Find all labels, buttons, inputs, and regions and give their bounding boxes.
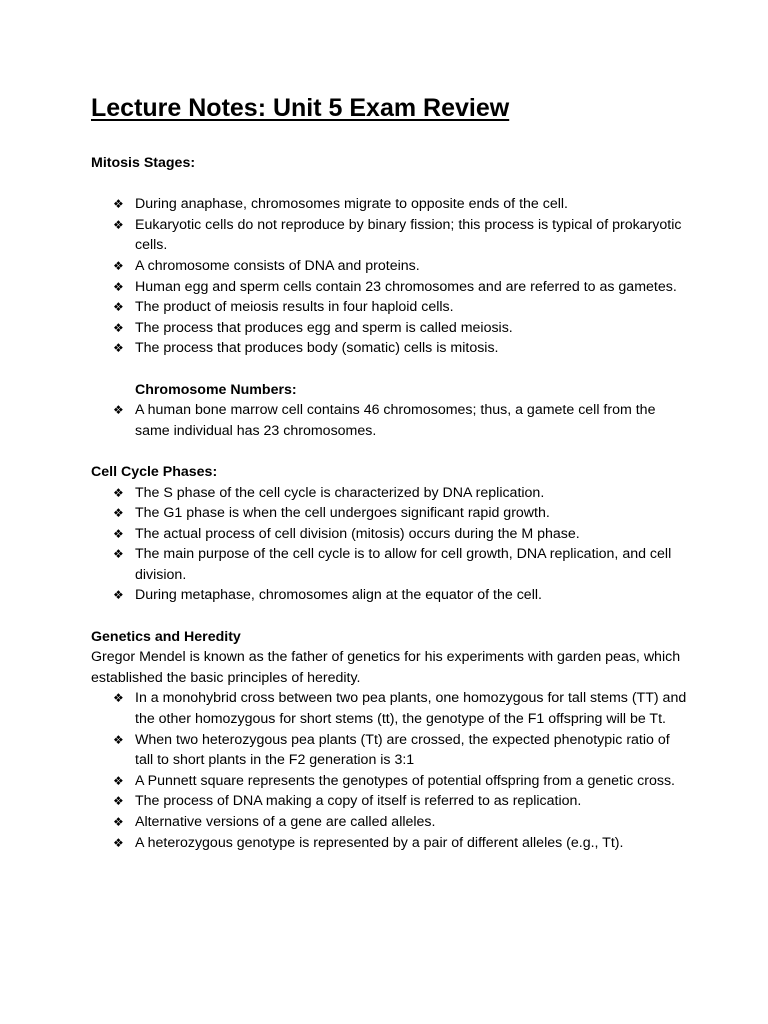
list-item <box>113 812 691 833</box>
list-item-text: The process that produces body (somatic) cells is mitosis. <box>135 340 499 357</box>
diamond-bullet-icon: ❖ <box>113 341 124 356</box>
list-item-text: The G1 phase is when the cell undergoes significant rapid growth. <box>135 505 550 522</box>
list-genetics <box>91 688 691 853</box>
list-item <box>113 277 691 298</box>
diamond-bullet-icon: ❖ <box>113 197 124 212</box>
list-item-text: A human bone marrow cell contains 46 chromosomes; thus, a gamete cell from the same individual has 23 chromosomes. <box>135 402 656 439</box>
section-heading-genetics: Genetics and Heredity <box>91 628 241 645</box>
list-item <box>113 791 691 812</box>
document-title: Lecture Notes: Unit 5 Exam Review <box>91 94 510 122</box>
list-item-text: When two heterozygous pea plants (Tt) are crossed, the expected phenotypic ratio of tall to short plants in the F2 generation is 3:1 <box>135 731 670 769</box>
list-item <box>113 544 691 585</box>
list-item-text: The process that produces egg and sperm is called meiosis. <box>135 319 513 336</box>
list-item <box>113 215 691 256</box>
list-item <box>113 503 691 524</box>
list-item-text: In a monohybrid cross between two pea plants, one homozygous for tall stems (TT) and the other homozygous for short stems (tt), the genotype of the F1 offspring will be Tt. <box>135 690 687 728</box>
diamond-bullet-icon: ❖ <box>113 835 124 850</box>
section-heading-cell-cycle: Cell Cycle Phases: <box>91 463 218 480</box>
list-item <box>113 524 691 545</box>
list-item-text: Human egg and sperm cells contain 23 chromosomes and are referred to as gametes. <box>135 278 677 295</box>
diamond-bullet-icon: ❖ <box>113 320 124 335</box>
list-item <box>113 771 691 792</box>
list-mitosis <box>91 194 691 359</box>
list-item <box>113 256 691 277</box>
list-item-text: The actual process of cell division (mitosis) occurs during the M phase. <box>135 525 580 542</box>
diamond-bullet-icon: ❖ <box>113 588 124 603</box>
section-heading-mitosis: Mitosis Stages: <box>91 155 196 171</box>
list-item-text: The product of meiosis results in four haploid cells. <box>135 299 454 316</box>
list-item-text: A chromosome consists of DNA and proteins. <box>135 257 420 274</box>
list-item <box>113 194 691 215</box>
list-item-text: During anaphase, chromosomes migrate to opposite ends of the cell. <box>135 196 568 213</box>
diamond-bullet-icon: ❖ <box>113 815 124 829</box>
list-item <box>113 400 691 441</box>
diamond-bullet-icon: ❖ <box>113 485 124 500</box>
list-item <box>113 338 691 359</box>
list-cell-cycle <box>91 483 691 607</box>
list-item <box>113 688 691 729</box>
diamond-bullet-icon: ❖ <box>113 526 124 541</box>
genetics-intro-paragraph: Gregor Mendel is known as the father of genetics for his experiments with garden peas, which established the basic principles of heredity. <box>91 649 681 686</box>
diamond-bullet-icon: ❖ <box>113 506 124 521</box>
list-chromosome-numbers <box>91 400 691 441</box>
list-item-text: A Punnett square represents the genotypes of potential offspring from a genetic cross. <box>135 772 675 789</box>
diamond-bullet-icon: ❖ <box>113 217 124 232</box>
document-body <box>91 153 691 853</box>
list-item-text: The S phase of the cell cycle is characterized by DNA replication. <box>135 484 545 501</box>
diamond-bullet-icon: ❖ <box>113 258 124 273</box>
list-item-text: During metaphase, chromosomes align at the equator of the cell. <box>135 587 542 604</box>
list-item-text: Eukaryotic cells do not reproduce by binary fission; this process is typical of prokaryotic cells. <box>135 216 682 254</box>
diamond-bullet-icon: ❖ <box>113 691 124 706</box>
diamond-bullet-icon: ❖ <box>113 300 124 315</box>
diamond-bullet-icon: ❖ <box>113 773 124 788</box>
list-item-text: The process of DNA making a copy of itself is referred to as replication. <box>135 793 582 810</box>
list-item <box>113 585 691 606</box>
list-item <box>113 318 691 339</box>
list-item-text: A heterozygous genotype is represented by a pair of different alleles (e.g., Tt). <box>135 834 624 851</box>
section-heading-chromosome-numbers: Chromosome Numbers: <box>135 381 297 398</box>
list-item <box>113 297 691 318</box>
list-item-text: Alternative versions of a gene are called alleles. <box>135 814 436 830</box>
list-item-text: The main purpose of the cell cycle is to allow for cell growth, DNA replication, and cell division. <box>135 546 672 583</box>
list-item <box>113 730 691 771</box>
diamond-bullet-icon: ❖ <box>113 279 124 294</box>
diamond-bullet-icon: ❖ <box>113 794 124 809</box>
diamond-bullet-icon: ❖ <box>113 547 124 562</box>
list-item <box>113 833 691 854</box>
diamond-bullet-icon: ❖ <box>113 732 124 747</box>
diamond-bullet-icon: ❖ <box>113 403 124 418</box>
list-item <box>113 483 691 504</box>
